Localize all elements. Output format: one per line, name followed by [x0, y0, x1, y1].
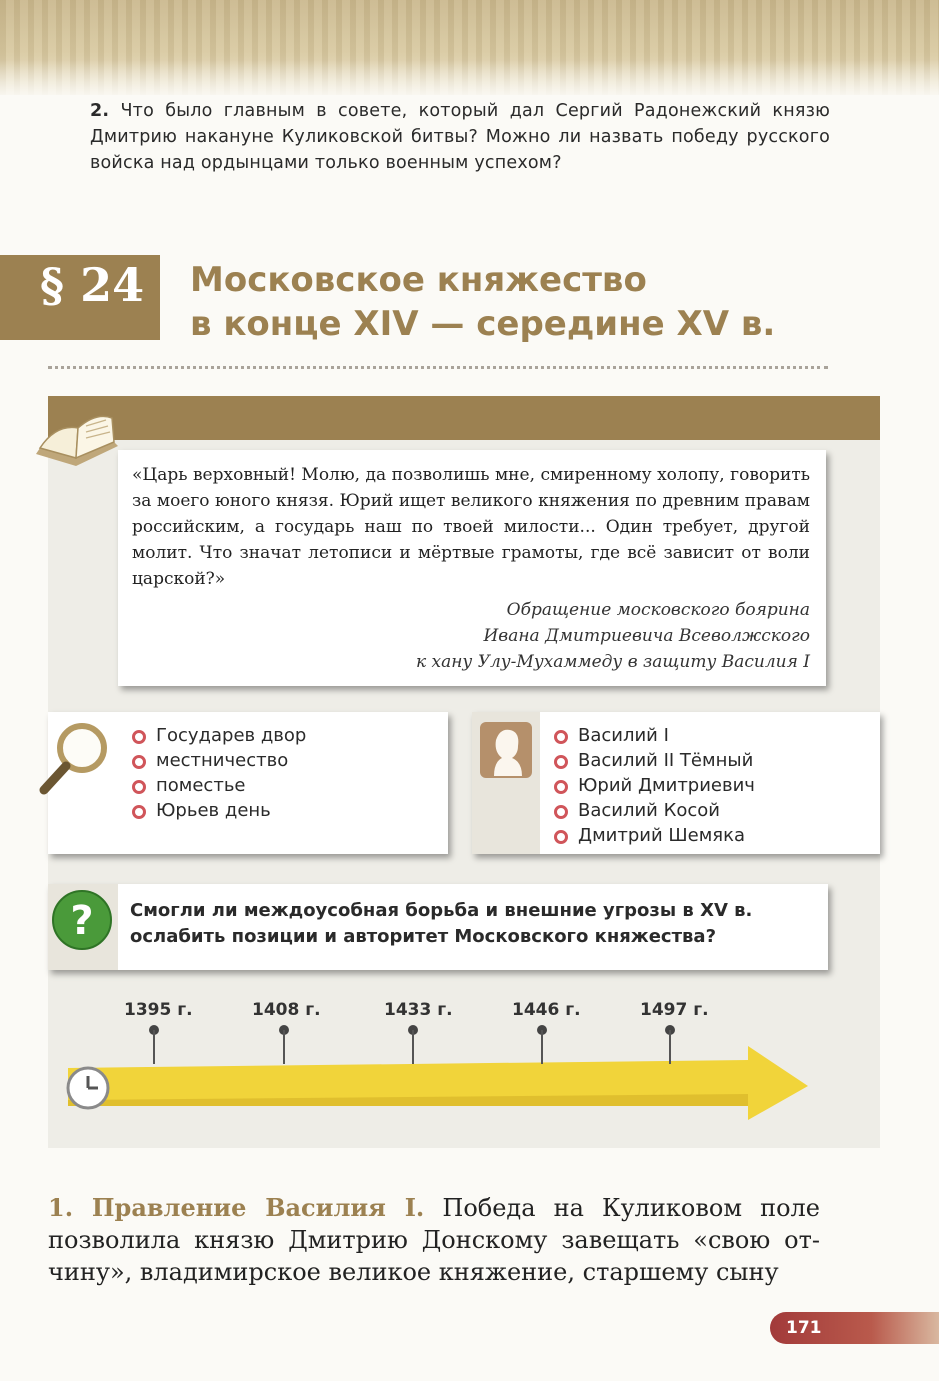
bullet-icon — [554, 730, 568, 744]
bullet-icon — [132, 755, 146, 769]
title-line-1: Московское княжество — [190, 260, 647, 300]
bullet-icon — [554, 830, 568, 844]
timeline-date: 1497 г. — [640, 1000, 709, 1020]
list-item: Юрий Дмитриевич — [552, 773, 755, 798]
list-item: Василий Косой — [552, 798, 755, 823]
timeline-date: 1446 г. — [512, 1000, 581, 1020]
bullet-icon — [132, 730, 146, 744]
bullet-icon — [554, 755, 568, 769]
key-question-text: Смогли ли междоусобная борьба и внешние угрозы в XV в. ослабить позиции и авторитет Московского княжества? — [130, 900, 753, 947]
quote-header-bar — [48, 396, 880, 440]
paragraph-number: § 24 — [40, 258, 145, 312]
page-title — [190, 258, 830, 346]
section-heading: 1. Правление Василия I. — [48, 1193, 425, 1222]
body-paragraph — [48, 1192, 820, 1288]
timeline-date: 1408 г. — [252, 1000, 321, 1020]
bullet-icon — [132, 780, 146, 794]
timeline-pin — [279, 1024, 289, 1064]
banner-fade — [0, 60, 939, 100]
list-item: Василий I — [552, 723, 755, 748]
bullet-icon — [132, 805, 146, 819]
title-line-2: в конце XIV — середине XV в. — [190, 304, 776, 344]
timeline-pin — [408, 1024, 418, 1064]
quote-text: «Царь верховный! Молю, да позволишь мне, смиренному холопу, говорить за моего юного князя. Юрий ищет великого княжения по древним правам российским, а государь наш по твоей милости... Один требует, другой молит. Что значат летописи и мёртвые грамоты, где всё зависит от воли царской?» — [132, 465, 810, 589]
svg-text:?: ? — [70, 898, 94, 944]
question-text: Что было главным в совете, который дал Сергий Радонежский князю Дмитрию накануне Куликовской битвы? Можно ли назвать победу русского войска над ордынцами только военным успехом? — [90, 101, 831, 173]
dotted-divider — [48, 366, 828, 369]
page-number: 171 — [786, 1318, 822, 1338]
quote-source-line-1: Обращение московского боярина — [506, 600, 810, 620]
list-item: поместье — [130, 773, 306, 798]
question-number: 2. — [90, 101, 110, 121]
bullet-icon — [554, 805, 568, 819]
magnifier-icon — [36, 716, 116, 796]
list-item: местничество — [130, 748, 306, 773]
list-item: Государев двор — [130, 723, 306, 748]
open-book-icon — [26, 404, 126, 484]
timeline-date: 1395 г. — [124, 1000, 193, 1020]
timeline-pin — [665, 1024, 675, 1064]
quote-source-line-3: к хану Улу-Мухаммеду в защиту Василия I — [415, 652, 810, 672]
list-item: Юрьев день — [130, 798, 306, 823]
review-question — [90, 98, 830, 176]
bullet-icon — [554, 780, 568, 794]
body-text: Победа на Куликовом поле позволила князю Дмитрию Донскому завещать «свою отчину», владимирское великое княжение, старшему сыну — [48, 1194, 820, 1286]
list-item: Дмитрий Шемяка — [552, 823, 755, 848]
key-terms-list — [130, 723, 306, 823]
quote-source — [300, 597, 810, 675]
timeline-date: 1433 г. — [384, 1000, 453, 1020]
timeline-pin — [537, 1024, 547, 1064]
question-mark-icon — [50, 888, 114, 952]
person-profile-icon — [480, 722, 532, 778]
persons-list — [552, 723, 755, 848]
timeline-pin — [149, 1024, 159, 1064]
list-item: Василий II Тёмный — [552, 748, 755, 773]
quote-source-line-2: Ивана Дмитриевича Всеволжского — [483, 626, 810, 646]
